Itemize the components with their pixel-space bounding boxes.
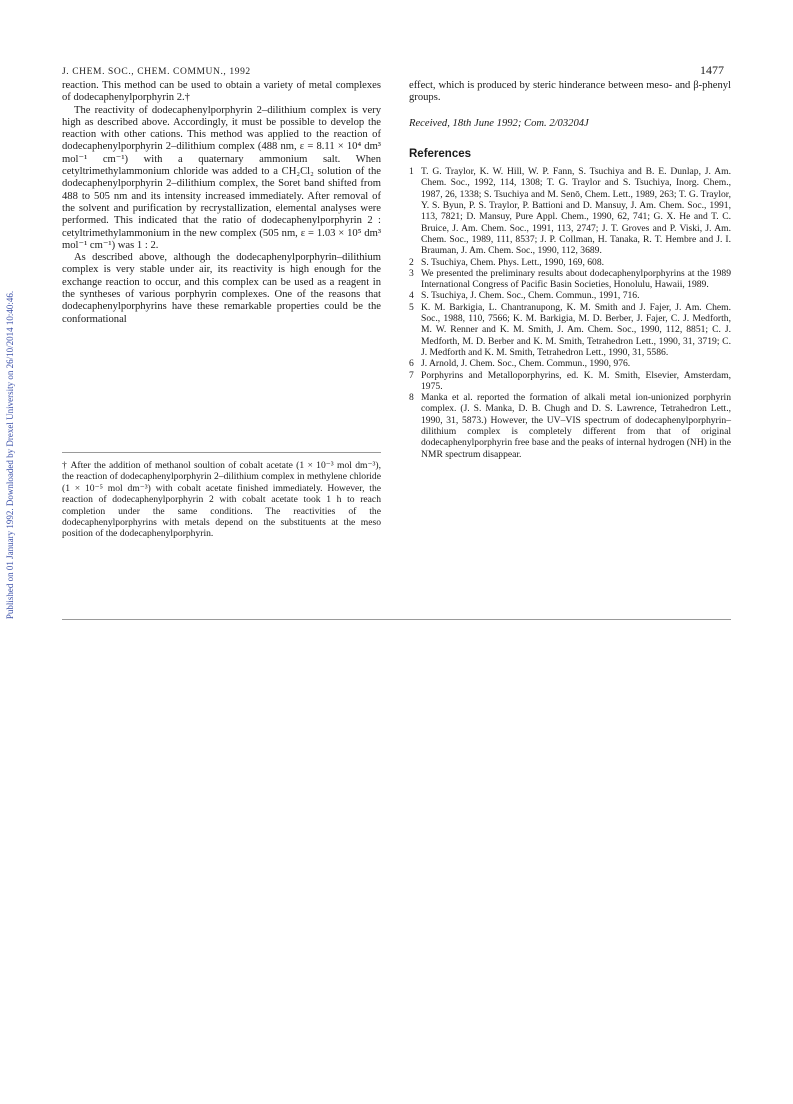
footnote: † After the addition of methanol soultion of cobalt acetate (1 × 10⁻³ mol dm⁻³), the reaction of dodecaphenylporphyrin 2–dilithium complex in methylene chloride (1 × 10⁻⁵ mol dm⁻³) with cobalt acetate finished immediately. However, the reaction of dodecaphenylporphyrin 2 with cobalt acetate took 1 h to reach completion under the same conditions. The reactivities of the dodecaphenylporphyrins with metals depend on the substituents at the meso position of the dodecaphenylporphyrin. xyxy=(62,460,381,540)
page-bottom-divider xyxy=(62,619,731,620)
reference-number: 8 xyxy=(409,392,414,404)
body-paragraph-2: The reactivity of dodecaphenylporphyrin 2–dilithium complex is very high as described above. Accordingly, it must be possible to develop the reaction with other cations. This method was applied to the reaction of dodecaphenylporphyrin 2–dilithium complex (488 nm, ε = 8.11 × 10⁴ dm³ mol⁻¹ cm⁻¹) with a quaternary ammonium salt. When cetyltrimethylammonium chloride was added to a CH₂Cl₂ solution of the dodecaphenylporphyrin 2–dilithium complex, the Soret band shifted from 488 to 505 nm and its intensity increased immediately. After removal of the solvent and purification by recrystallization, elemental analyses were performed. This indicated that the ratio of dodecaphenylporphyrin 2 : cetyltrimethylammonium in the new complex (505 nm, ε = 1.03 × 10⁵ dm³ mol⁻¹ cm⁻¹) was 1 : 2. xyxy=(62,104,381,251)
reference-number: 1 xyxy=(409,166,414,178)
reference-text: K. M. Barkigia, L. Chantranupong, K. M. Smith and J. Fajer, J. Am. Chem. Soc., 1988, 110, 7566; K. M. Barkigia, M. D. Berber, J. Fajer, C. J. Medforth, M. W. Renner and K. M. Smith, J. Am. Chem. Soc., 1990, 112, 8851; C. J. Medforth, M. D. Berber and K. M. Smith, Tetrahedron Lett., 1990, 31, 3719; C. J. Medforth and K. M. Smith, Tetrahedron Lett., 1990, 31, 5586. xyxy=(421,301,731,358)
left-column xyxy=(62,80,381,326)
provenance-text[interactable]: Published on 01 January 1992. Downloaded by Drexel University on 26/10/2014 10:40:46. xyxy=(5,290,15,620)
reference-item xyxy=(409,257,731,268)
reference-item xyxy=(409,392,731,460)
reference-number: 6 xyxy=(409,358,414,370)
reference-text: S. Tsuchiya, Chem. Phys. Lett., 1990, 169, 608. xyxy=(421,256,605,268)
reference-text: We presented the preliminary results about dodecaphenylporphyrins at the 1989 International Congress of Pacific Basin Societies, Honolulu, Hawaii, 1989. xyxy=(421,267,731,291)
reference-item xyxy=(409,358,731,369)
provenance-sidebar xyxy=(3,250,17,660)
reference-item xyxy=(409,302,731,358)
reference-text: S. Tsuchiya, J. Chem. Soc., Chem. Commun., 1991, 716. xyxy=(421,290,640,302)
reference-number: 5 xyxy=(409,301,414,313)
body-paragraph-continued: effect, which is produced by steric hinderance between meso- and β-phenyl groups. xyxy=(409,80,731,104)
reference-number: 7 xyxy=(409,369,414,381)
footnote-divider xyxy=(62,452,381,453)
reference-text: T. G. Traylor, K. W. Hill, W. P. Fann, S. Tsuchiya and B. E. Dunlap, J. Am. Chem. Soc., 1992, 114, 1308; T. G. Traylor and S. Tsuchiya, Inorg. Chem., 1987, 26, 1338; S. Tsuchiya and M. Senō, Chem. Lett., 1989, 263; T. G. Traylor, Y. S. Byun, P. S. Traylor, P. Battioni and D. Mansuy, J. Am. Chem. Soc., 1991, 113, 7821; D. Mansuy, Pure Appl. Chem., 1990, 62, 741; G. X. He and T. C. Bruice, J. Am. Chem. Soc., 1991, 113, 2747; J. T. Groves and P. Viski, J. Am. Chem. Soc., 1989, 111, 8537; J. P. Collman, H. Tanaka, R. T. Hembre and J. I. Brauman, J. Am. Chem. Soc., 1990, 112, 3689. xyxy=(421,166,731,257)
received-line: Received, 18th June 1992; Com. 2/03204J xyxy=(409,117,589,129)
references-list xyxy=(409,166,731,460)
reference-text: J. Arnold, J. Chem. Soc., Chem. Commun., 1990, 976. xyxy=(421,358,631,370)
reference-number: 4 xyxy=(409,290,414,302)
reference-item xyxy=(409,166,731,256)
reference-item xyxy=(409,370,731,393)
reference-number: 3 xyxy=(409,267,414,279)
page-number: 1477 xyxy=(700,63,724,77)
running-head: J. CHEM. SOC., CHEM. COMMUN., 1992 xyxy=(62,67,251,77)
reference-text: Manka et al. reported the formation of alkali metal ion-unionized porphyrin complex. (J. S. Manka, D. B. Chugh and D. S. Lawrence, Tetrahedron Lett., 1990, 31, 5873.) However, the UV–VIS spectrum of dodecaphenylporphyrin–dilithium complex is completely different from that of original dodecaphenylporphyrin free base and the peaks of internal hydrogen (NH) in the NMR spectrum disappear. xyxy=(421,392,731,460)
references-heading: References xyxy=(409,147,472,160)
reference-item xyxy=(409,268,731,291)
reference-text: Porphyrins and Metalloporphyrins, ed. K. M. Smith, Elsevier, Amsterdam, 1975. xyxy=(421,369,731,392)
body-paragraph-1: reaction. This method can be used to obtain a variety of metal complexes of dodecaphenylporphyrin 2.† xyxy=(62,80,381,104)
reference-item xyxy=(409,290,731,301)
reference-number: 2 xyxy=(409,256,414,268)
body-paragraph-3: As described above, although the dodecaphenylporphyrin–dilithium complex is very stable under air, its reactivity is high enough for the exchange reaction to occur, and this complex can be used as a reagent in the syntheses of various porphyrin complexes. One of the reasons that dodecaphenylporphyrins have these remarkable properties could be the conformational xyxy=(62,252,381,325)
right-column xyxy=(409,80,731,460)
